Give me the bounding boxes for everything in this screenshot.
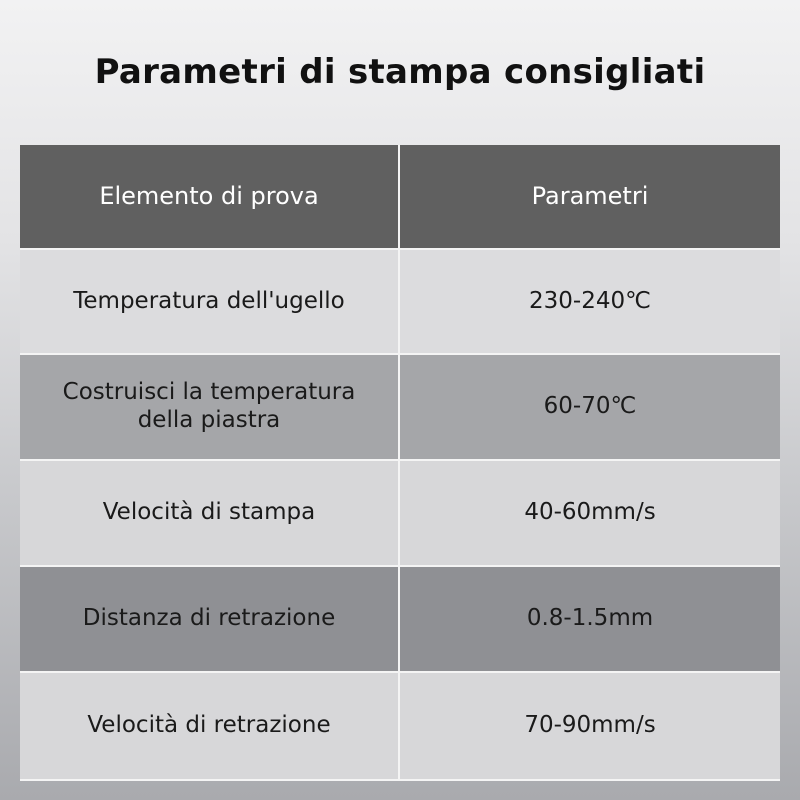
table-cell-value: 60-70℃	[400, 355, 780, 461]
table-cell-value: 40-60mm/s	[400, 461, 780, 567]
table-header-parameters: Parametri	[400, 145, 780, 250]
parameters-table	[20, 145, 780, 781]
table-cell-value: 70-90mm/s	[400, 673, 780, 781]
table-cell-item: Velocità di stampa	[20, 461, 400, 567]
table-cell-item: Temperatura dell'ugello	[20, 250, 400, 355]
table-header-item: Elemento di prova	[20, 145, 400, 250]
page-title: Parametri di stampa consigliati	[94, 52, 706, 92]
table-cell-value: 230-240℃	[400, 250, 780, 355]
table-cell-value: 0.8-1.5mm	[400, 567, 780, 673]
table-cell-item: Distanza di retrazione	[20, 567, 400, 673]
table-cell-item: Costruisci la temperatura della piastra	[20, 355, 400, 461]
table-cell-item: Velocità di retrazione	[20, 673, 400, 781]
